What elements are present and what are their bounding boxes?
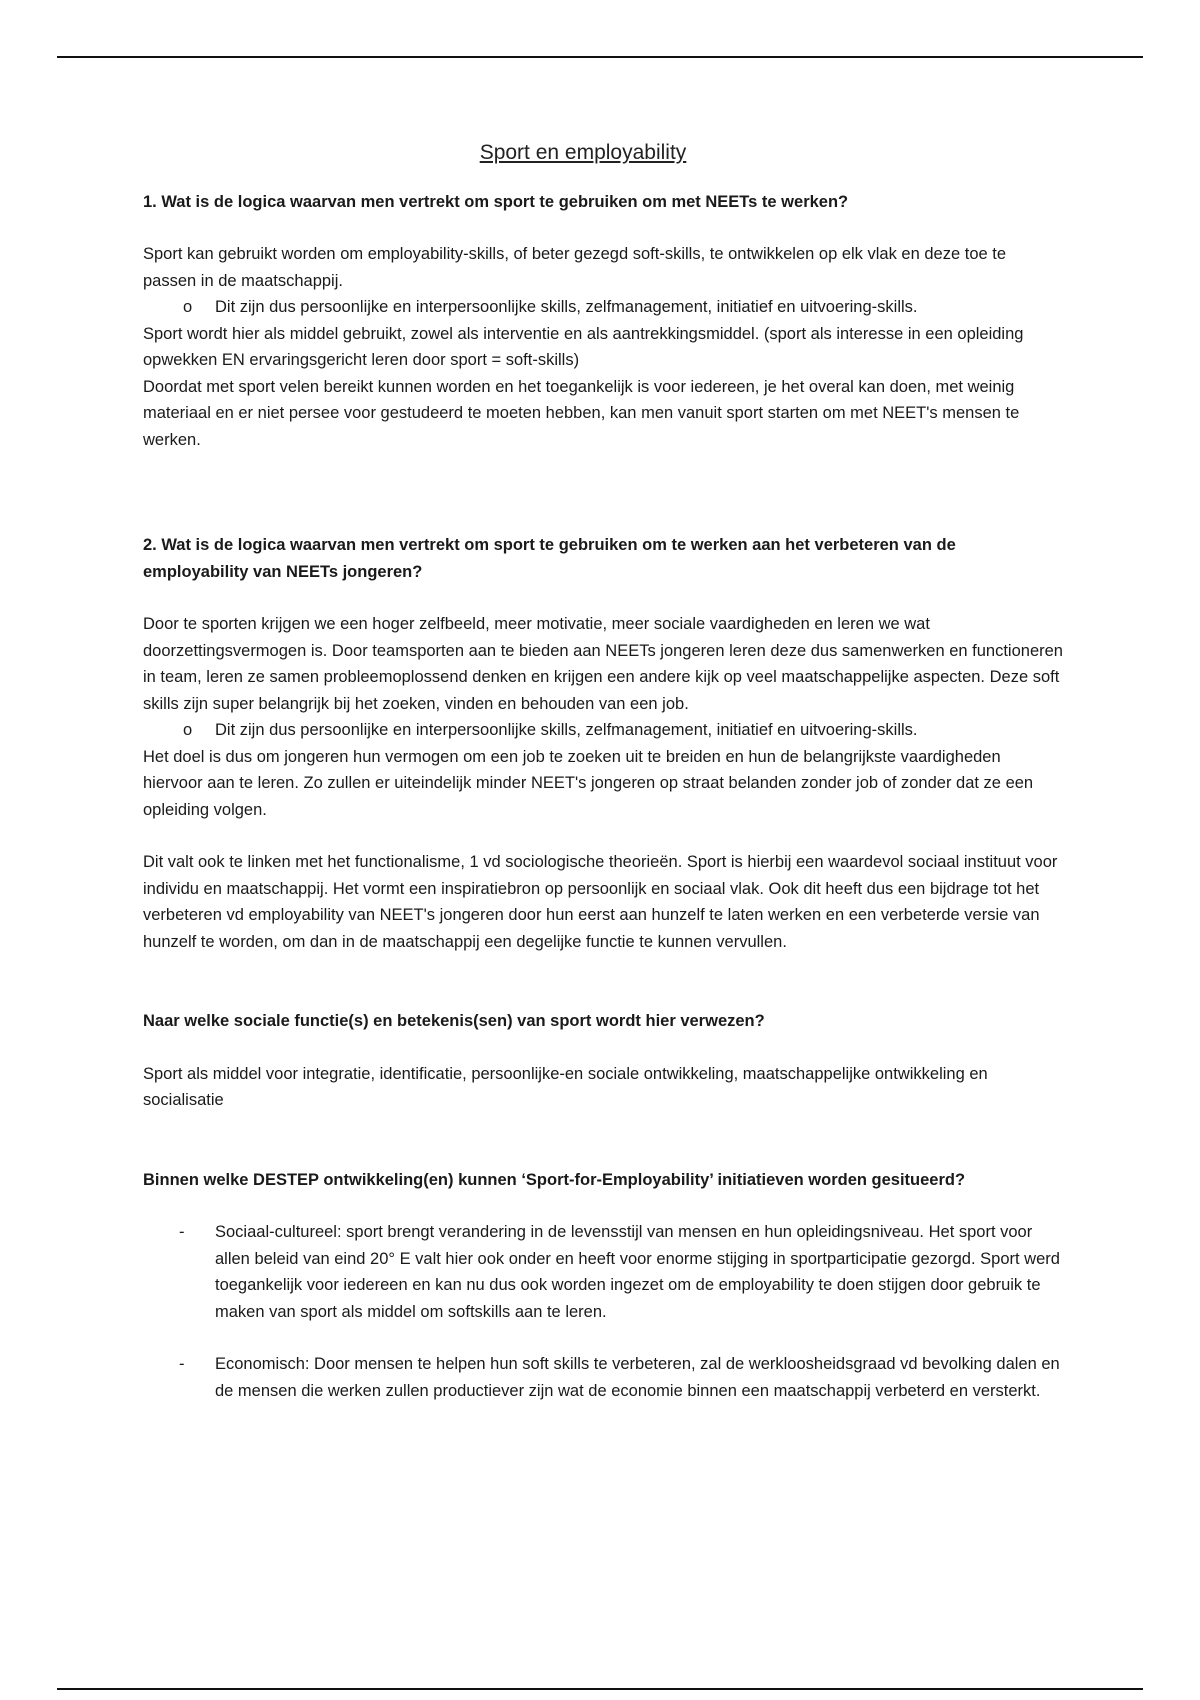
dash-bullet-icon: - <box>179 1223 185 1241</box>
destep-list <box>143 1219 1063 1404</box>
list-item-text: Economisch: Door mensen te helpen hun soft skills te verbeteren, zal de werkloosheidsgraad vd bevolking dalen en de mensen die werken zullen productiever zijn wat de economie binnen een maatschappij verbeterd en versterkt. <box>215 1355 1060 1400</box>
list-item <box>143 1219 1063 1325</box>
bullet-circle-icon: o <box>183 298 193 316</box>
q1-paragraph-1: Sport kan gebruikt worden om employability-skills, of beter gezegd soft-skills, te ontwikkelen op elk vlak en deze toe te passen in de maatschappij. <box>143 245 1007 290</box>
q2-sub-item <box>143 717 1063 744</box>
question-3: Naar welke sociale functie(s) en betekenis(sen) van sport wordt hier verwezen? <box>143 1012 765 1030</box>
document-body <box>143 140 1063 1430</box>
list-item-text: Sociaal-cultureel: sport brengt verandering in de levensstijl van mensen en hun opleidingsniveau. Het sport voor allen beleid van eind 20° E valt hier ook onder en heeft voor enorme stijging in sportparticipatie gezorgd. Sport werd toegankelijk voor iedereen en kan nu dus ook worden ingezet om de employability te doen stijgen door gebruik te maken van sport als middel om softskills aan te leren. <box>215 1223 1060 1321</box>
q2-paragraph-2: Het doel is dus om jongeren hun vermogen om een job te zoeken uit te breiden en hun de belangrijkste vaardigheden hiervoor aan te leren. Zo zullen er uiteindelijk minder NEET's jongeren op straat belanden zonder job of zonder dat ze een opleiding volgen. <box>143 747 1034 819</box>
bottom-rule <box>57 1688 1143 1690</box>
question-1: 1. Wat is de logica waarvan men vertrekt om sport te gebruiken om met NEETs te werken? <box>143 192 849 211</box>
dash-bullet-icon: - <box>179 1355 185 1373</box>
list-item <box>143 1351 1063 1404</box>
q1-sub-text: Dit zijn dus persoonlijke en interpersoonlijke skills, zelfmanagement, initiatief en uitvoering-skills. <box>215 298 918 316</box>
bullet-circle-icon: o <box>183 721 193 739</box>
q2-paragraph-1: Door te sporten krijgen we een hoger zelfbeeld, meer motivatie, meer sociale vaardigheden en leren we wat doorzettingsvermogen is. Door teamsporten aan te bieden aan NEETs jongeren leren deze dus samenwerken en functioneren in team, leren ze samen probleemoplossend denken en krijgen een andere kijk op veel maatschappelijke aspecten. Deze soft skills zijn super belangrijk bij het zoeken, vinden en behouden van een job. <box>143 615 1063 713</box>
q2-sub-text: Dit zijn dus persoonlijke en interpersoonlijke skills, zelfmanagement, initiatief en uitvoering-skills. <box>215 721 918 739</box>
question-4: Binnen welke DESTEP ontwikkeling(en) kunnen ‘Sport-for-Employability’ initiatieven worden gesitueerd? <box>143 1170 966 1189</box>
document-title: Sport en employability <box>479 141 687 164</box>
q1-sub-item <box>143 294 1063 321</box>
q1-paragraph-2: Sport wordt hier als middel gebruikt, zowel als interventie en als aantrekkingsmiddel. (sport als interesse in een opleiding opwekken EN ervaringsgericht leren door sport = soft-skills) <box>143 324 1024 369</box>
question-2: 2. Wat is de logica waarvan men vertrekt om sport te gebruiken om te werken aan het verbeteren van de employability van NEETs jongeren? <box>143 536 956 581</box>
top-rule <box>57 56 1143 58</box>
q3-paragraph-1: Sport als middel voor integratie, identificatie, persoonlijke-en sociale ontwikkeling, maatschappelijke ontwikkeling en socialisatie <box>143 1064 988 1109</box>
q2-paragraph-3: Dit valt ook te linken met het functionalisme, 1 vd sociologische theorieën. Sport is hierbij een waardevol sociaal instituut voor individu en maatschappij. Het vormt een inspiratiebron op persoonlijk en sociaal vlak. Ook dit heeft dus een bijdrage tot het verbeteren vd employability van NEET's jongeren door hun eerst aan hunzelf te laten werken en een verbeterde versie van hunzelf te worden, om dan in de maatschappij een degelijke functie te kunnen vervullen. <box>143 853 1058 951</box>
q1-paragraph-3: Doordat met sport velen bereikt kunnen worden en het toegankelijk is voor iedereen, je het overal kan doen, met weinig materiaal en er niet persee voor gestudeerd te moeten hebben, kan men vanuit sport starten om met NEET's mensen te werken. <box>143 377 1020 449</box>
